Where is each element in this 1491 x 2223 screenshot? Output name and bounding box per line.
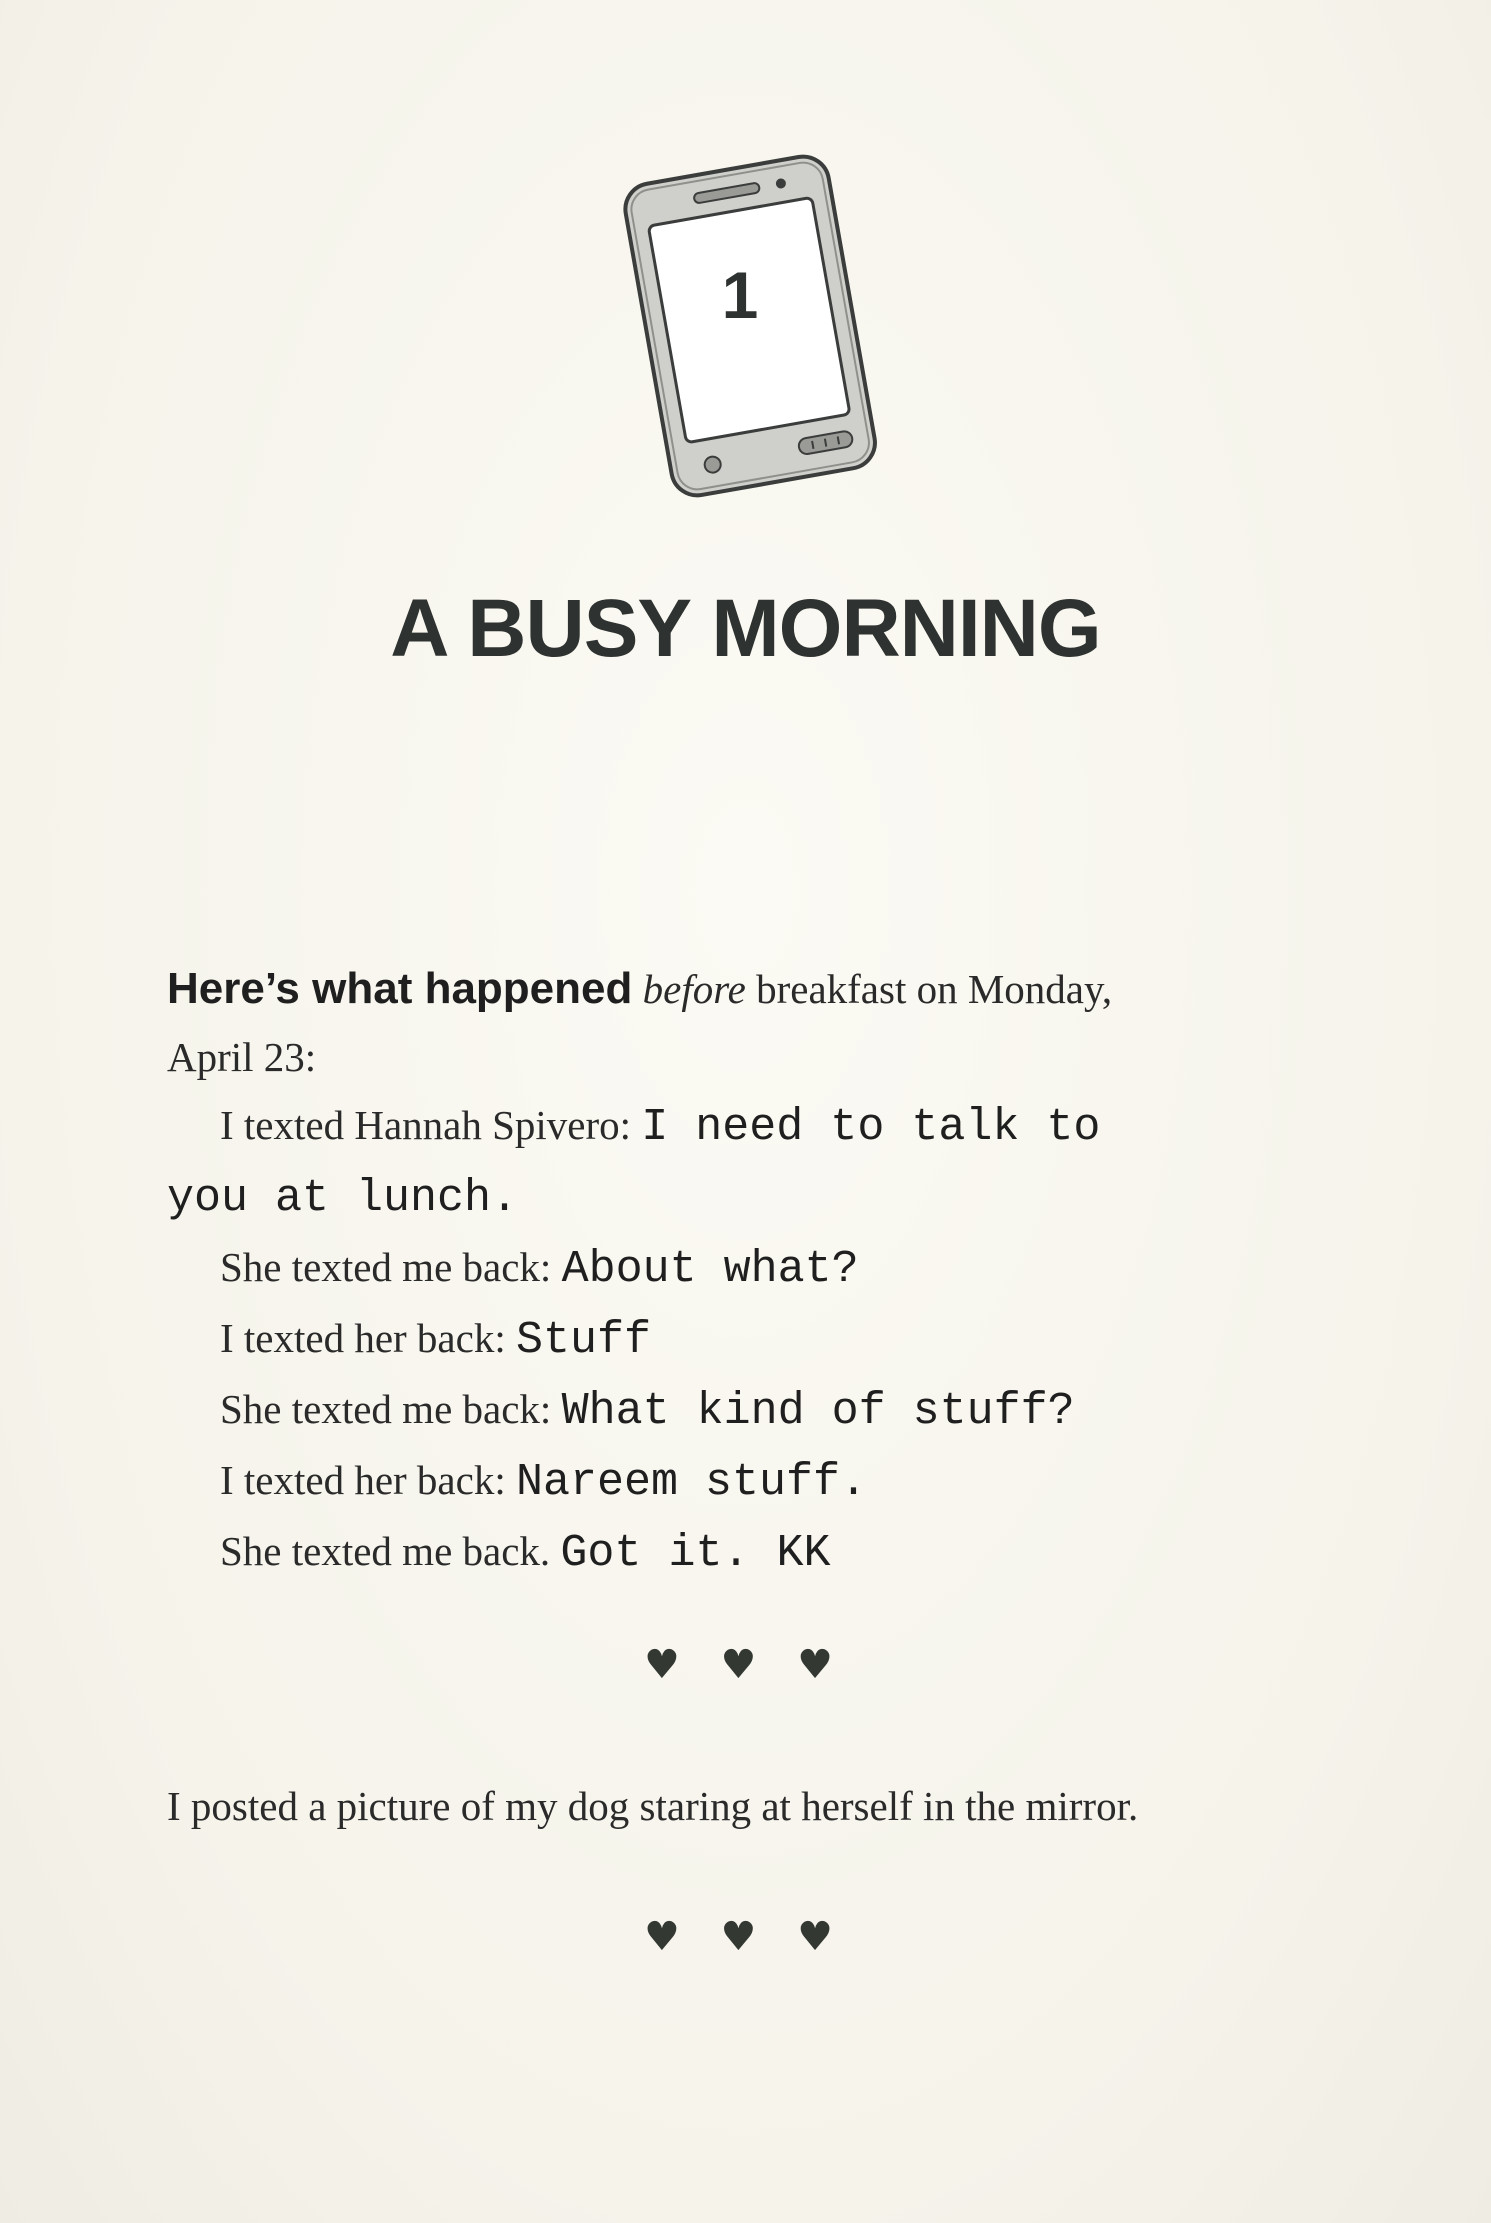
- text-exchange-line: [167, 1375, 1337, 1446]
- text-message: About what?: [561, 1244, 859, 1295]
- text-message: I need to talk to: [641, 1102, 1101, 1153]
- text-exchange-line: [167, 1233, 1337, 1304]
- chapter-title: A BUSY MORNING: [390, 583, 1101, 674]
- text-message: you at lunch.: [167, 1173, 519, 1224]
- intro-line-2: April 23:: [167, 1034, 317, 1080]
- text-exchange-line: [167, 1091, 1337, 1162]
- text-message: Stuff: [515, 1315, 651, 1366]
- intro-lead: Here’s what happened: [167, 964, 633, 1013]
- text-exchange-line: [167, 1304, 1337, 1375]
- intro-line: [167, 955, 1337, 1023]
- text-prefix: I texted Hannah Spivero:: [220, 1102, 632, 1148]
- text-message: What kind of stuff?: [561, 1386, 1075, 1437]
- text-exchange-line: [167, 1162, 1337, 1233]
- text-exchange-line: [167, 1517, 1337, 1588]
- text-prefix: I texted her back:: [220, 1315, 506, 1361]
- heart-separator: ♥ ♥ ♥: [643, 1642, 847, 1688]
- body-paragraph-1: [167, 955, 1337, 1588]
- text-prefix: I texted her back:: [220, 1457, 506, 1503]
- text-exchange-line: [167, 1446, 1337, 1517]
- chapter-number: 1: [721, 258, 759, 332]
- text-message: Got it. KK: [560, 1528, 831, 1579]
- intro-emphasis: before: [642, 966, 746, 1012]
- text-prefix: She texted me back:: [220, 1386, 552, 1432]
- body-paragraph-2: I posted a picture of my dog staring at herself in the mirror.: [167, 1783, 1139, 1829]
- text-prefix: She texted me back:: [220, 1244, 552, 1290]
- text-message: Nareem stuff.: [515, 1457, 868, 1508]
- heart-separator: ♥ ♥ ♥: [643, 1914, 847, 1960]
- intro-rest: breakfast on Monday,: [756, 966, 1113, 1012]
- text-prefix: She texted me back.: [220, 1528, 551, 1574]
